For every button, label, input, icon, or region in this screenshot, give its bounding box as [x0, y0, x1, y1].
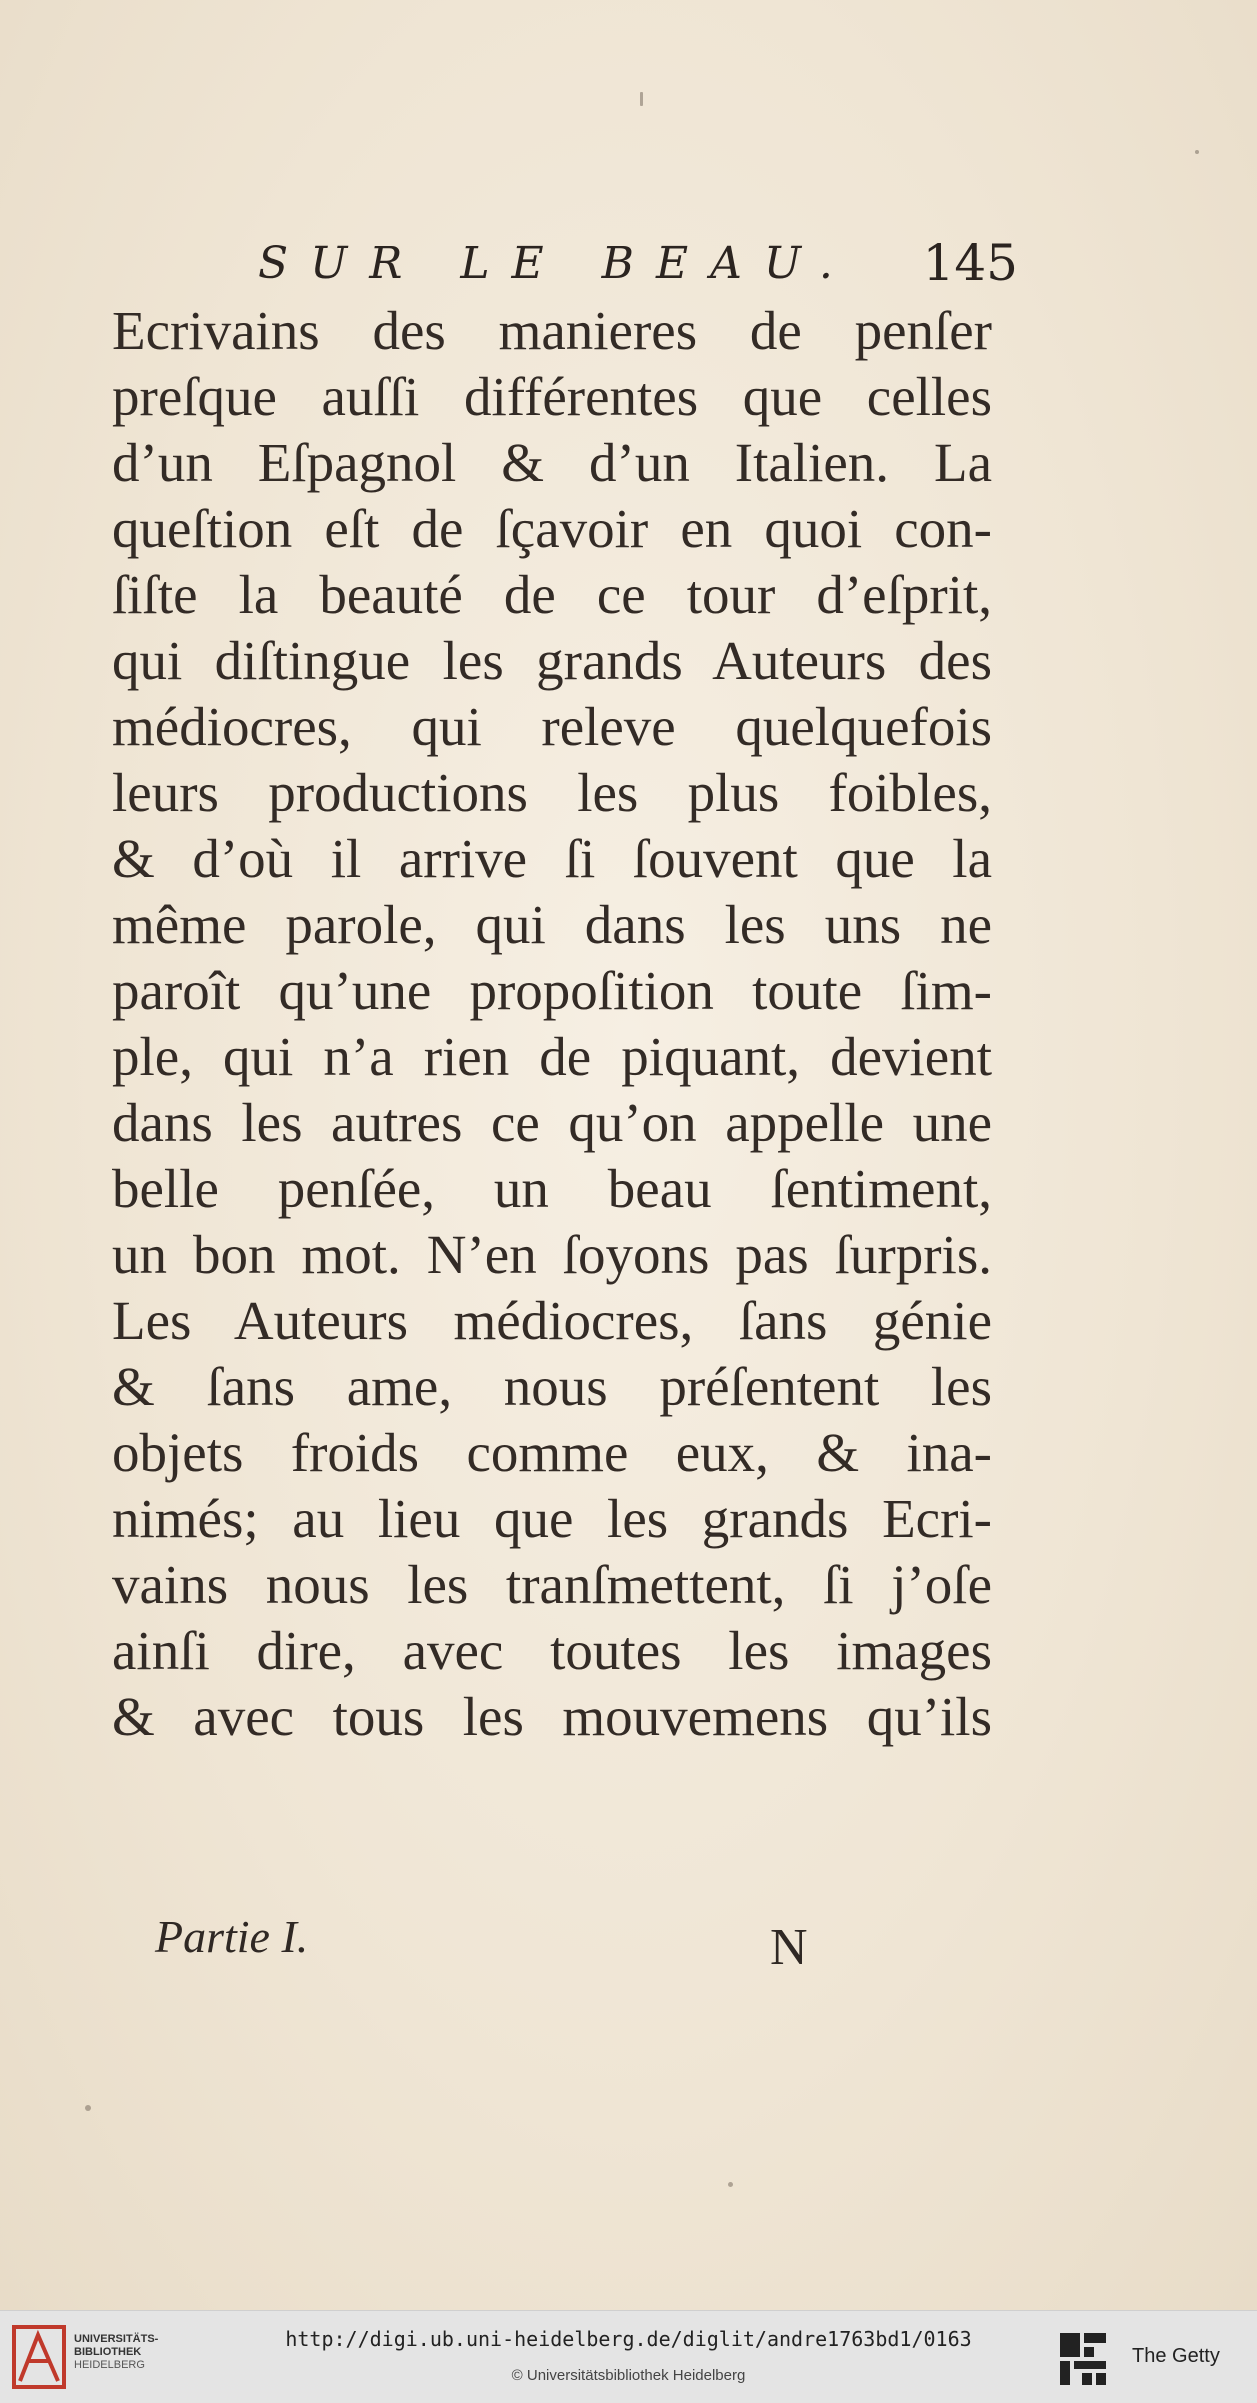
text-line: un bon mot. N’en ſoyons pas ſurpris.: [112, 1224, 992, 1285]
text-line: d’un Eſpagnol & d’un Italien. La: [112, 432, 992, 493]
text-line: médiocres, qui releve quelquefois: [112, 696, 992, 757]
text-line: leurs productions les plus foibles,: [112, 762, 992, 823]
text-line: preſque auſſi différentes que celles: [112, 366, 992, 427]
text-line: nimés; au lieu que les grands Ecri-: [112, 1488, 992, 1549]
text-line: & d’où il arrive ſi ſouvent que la: [112, 828, 992, 889]
text-line: & ſans ame, nous préſentent les: [112, 1356, 992, 1417]
text-line: paroît qu’une propoſition toute ſim-: [112, 960, 992, 1021]
text-line: ſiſte la beauté de ce tour d’eſprit,: [112, 564, 992, 625]
paper-speck: [85, 2105, 91, 2111]
text-line: vains nous les tranſmettent, ſi j’oſe: [112, 1554, 992, 1615]
paper-speck: [640, 92, 643, 106]
copyright-notice: © Universitätsbibliothek Heidelberg: [511, 2367, 746, 2384]
text-line: Les Auteurs médiocres, ſans génie: [112, 1290, 992, 1351]
text-line: ainſi dire, avec toutes les images: [112, 1620, 992, 1681]
text-line: objets froids comme eux, & ina-: [112, 1422, 992, 1483]
text-line: belle penſée, un beau ſentiment,: [112, 1158, 992, 1219]
page-number: 145: [922, 234, 1018, 292]
text-line: & avec tous les mouvemens qu’ils: [112, 1686, 992, 1747]
catchword: N: [770, 1919, 808, 1976]
text-line: Ecrivains des manieres de penſer: [112, 300, 992, 361]
permalink-url[interactable]: http://digi.ub.uni-heidelberg.de/diglit/andre1763bd1/0163: [285, 2327, 972, 2351]
getty-logo-icon[interactable]: [1058, 2331, 1108, 2387]
partner-name: The Getty: [1132, 2345, 1220, 2367]
text-line: ple, qui n’a rien de piquant, devient: [112, 1026, 992, 1087]
library-name-line: UNIVERSITÄTS-: [74, 2333, 159, 2345]
text-line: même parole, qui dans les uns ne: [112, 894, 992, 955]
library-name-line: HEIDELBERG: [74, 2359, 145, 2371]
body-text: [112, 298, 992, 1750]
signature-mark: Partie I.: [155, 1911, 309, 1962]
text-line: qui diſtingue les grands Auteurs des: [112, 630, 992, 691]
paper-speck: [1195, 150, 1199, 154]
running-head: SUR LE BEAU.: [258, 238, 855, 289]
text-line: dans les autres ce qu’on appelle une: [112, 1092, 992, 1153]
viewer-footer: [0, 2310, 1257, 2403]
library-name-line: BIBLIOTHEK: [74, 2346, 142, 2358]
text-line: queſtion eſt de ſçavoir en quoi con-: [112, 498, 992, 559]
paper-speck: [728, 2182, 733, 2187]
